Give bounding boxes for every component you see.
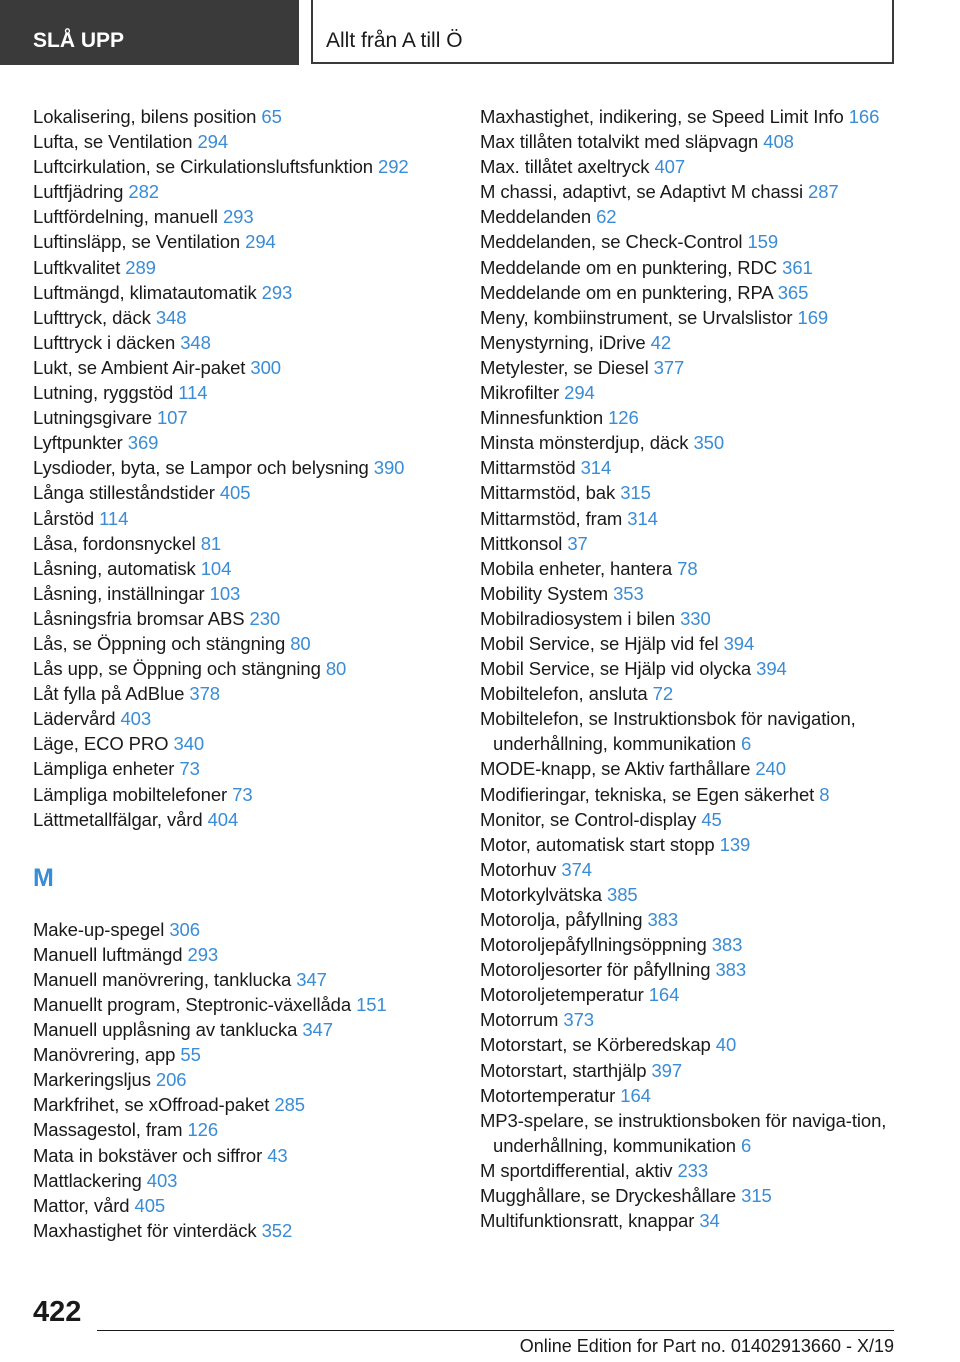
entry-text: Motorstart, starthjälp — [480, 1059, 647, 1081]
index-entry — [33, 154, 453, 179]
index-entry — [480, 581, 900, 606]
page-link[interactable]: 383 — [647, 909, 679, 930]
entry-text: Motor, automatisk start stopp — [480, 833, 715, 855]
entry-text: Lufttryck, däck — [33, 306, 151, 328]
page-link[interactable]: 407 — [654, 156, 686, 178]
entry-text: Menystyrning, iDrive — [480, 331, 646, 353]
entry-text: Meny, kombiinstrument, se Urvalslistor — [480, 306, 793, 328]
page-link[interactable]: 233 — [677, 1159, 709, 1181]
page-number: 422 — [33, 1296, 82, 1328]
index-entry — [33, 606, 453, 631]
entry-text: Låt fylla på AdBlue — [33, 683, 185, 705]
page-link[interactable]: 40 — [715, 1034, 737, 1056]
index-entry — [480, 506, 900, 531]
index-entry — [480, 1208, 900, 1233]
back-tab[interactable]: SLÅ UPP — [0, 0, 299, 65]
index-entry — [33, 455, 453, 480]
entry-text: Meddelande om en punktering, RDC — [480, 256, 778, 278]
entry-text: Max. tillåtet axeltryck — [480, 156, 650, 178]
index-entry — [33, 255, 453, 280]
page-title: Allt från A till Ö — [311, 0, 894, 64]
page-link[interactable]: 365 — [777, 281, 809, 303]
entry-text: Luftkvalitet — [33, 256, 121, 278]
index-entry — [480, 857, 900, 882]
page-link[interactable]: 292 — [378, 156, 409, 178]
index-entry — [33, 917, 453, 942]
index-entry — [480, 380, 900, 405]
page-link[interactable]: 408 — [763, 131, 794, 153]
index-entry — [33, 506, 453, 531]
index-entry — [480, 631, 900, 656]
entry-text: Massagestol, fram — [33, 1119, 183, 1141]
footer-edition: Online Edition for Part no. 01402913660 - X/19 — [519, 1336, 894, 1356]
entry-text: Låsning, automatisk — [33, 557, 196, 579]
page-link[interactable]: 103 — [209, 582, 241, 604]
index-entry — [480, 204, 900, 229]
index-entry — [480, 957, 900, 982]
index-entry — [480, 255, 900, 280]
index-column-left — [33, 104, 453, 1243]
index-entry — [480, 355, 900, 380]
entry-text: Mattor, vård — [33, 1194, 130, 1216]
entry-text: Make-up-spegel — [33, 918, 165, 940]
page-link[interactable]: 294 — [197, 131, 229, 153]
entry-text: Lårstöd — [33, 507, 95, 529]
entry-text: Lämpliga enheter — [33, 758, 175, 780]
entry-text: Mittarmstöd, fram — [480, 507, 623, 529]
page-link[interactable]: 45 — [701, 808, 722, 830]
index-entry — [480, 782, 900, 807]
page-link[interactable]: 361 — [782, 256, 813, 278]
page-link[interactable]: 73 — [232, 783, 253, 805]
entry-text: Mittkonsol — [480, 532, 563, 554]
page-link[interactable]: 43 — [267, 1144, 288, 1166]
page-link[interactable]: 394 — [756, 658, 787, 680]
index-entry — [33, 531, 453, 556]
entry-text: Lås upp, se Öppning och stängning — [33, 658, 321, 680]
page-link[interactable]: 139 — [719, 833, 751, 855]
entry-text: Luftfjädring — [33, 181, 124, 203]
page-link[interactable]: 81 — [200, 532, 222, 554]
index-entry — [33, 807, 453, 832]
page-link[interactable]: 289 — [125, 256, 156, 278]
entry-text: Låsa, fordonsnyckel — [33, 532, 196, 554]
index-list-l — [33, 104, 453, 832]
page-link[interactable]: 126 — [608, 407, 639, 429]
index-entry — [33, 305, 453, 330]
page-link[interactable]: 373 — [563, 1009, 594, 1031]
index-entry — [480, 1032, 900, 1057]
page-link[interactable]: 347 — [296, 968, 327, 990]
entry-text: Mobil Service, se Hjälp vid fel — [480, 632, 719, 654]
page-link[interactable]: 315 — [620, 482, 651, 504]
page-link[interactable]: 315 — [741, 1185, 772, 1207]
entry-text: Manuell luftmängd — [33, 943, 183, 965]
page-link[interactable]: 385 — [607, 883, 638, 905]
index-entry — [33, 992, 453, 1017]
index-entry — [33, 480, 453, 505]
page-link[interactable]: 378 — [189, 683, 220, 705]
page-link[interactable]: 240 — [755, 758, 786, 780]
entry-text: Monitor, se Control-display — [480, 808, 697, 830]
entry-text: Mata in bokstäver och siffror — [33, 1144, 263, 1166]
index-entry — [480, 556, 900, 581]
entry-text: Lädervård — [33, 708, 116, 730]
entry-text: Läge, ECO PRO — [33, 733, 169, 755]
index-entry — [480, 229, 900, 254]
entry-text: MODE-knapp, se Aktiv farthållare — [480, 758, 751, 780]
page-link[interactable]: 294 — [564, 382, 595, 404]
entry-text: Mobil Service, se Hjälp vid olycka — [480, 658, 752, 680]
index-entry — [480, 656, 900, 681]
entry-text: Motorstart, se Körberedskap — [480, 1034, 711, 1056]
entry-text: Mugghållare, se Dryckeshållare — [480, 1185, 737, 1207]
page-link[interactable]: 403 — [120, 708, 152, 730]
page-link[interactable]: 314 — [580, 457, 612, 479]
index-list-m-continued — [480, 104, 900, 1233]
page-link[interactable]: 6 — [741, 1134, 752, 1156]
page-link[interactable]: 348 — [155, 306, 187, 328]
index-entry — [480, 706, 900, 756]
page-link[interactable]: 405 — [134, 1194, 166, 1216]
page-link[interactable]: 350 — [693, 432, 725, 454]
page-link[interactable]: 42 — [650, 331, 672, 353]
index-entry — [480, 1108, 900, 1158]
index-entry — [33, 355, 453, 380]
page-link[interactable]: 159 — [747, 231, 779, 253]
index-entry — [33, 942, 453, 967]
entry-text: Manövrering, app — [33, 1044, 176, 1066]
index-entry — [480, 405, 900, 430]
index-entry — [480, 807, 900, 832]
index-entry — [480, 531, 900, 556]
entry-text: Mittarmstöd — [480, 457, 576, 479]
entry-text: Motorhuv — [480, 858, 557, 880]
page-link[interactable]: 166 — [848, 106, 880, 127]
index-column-right — [480, 104, 900, 1233]
entry-text: Maxhastighet för vinterdäck — [33, 1219, 257, 1241]
page-link[interactable]: 383 — [715, 959, 747, 981]
page-link[interactable]: 300 — [250, 356, 281, 378]
index-entry — [33, 782, 453, 807]
entry-text: Lysdioder, byta, se Lampor och belysning — [33, 457, 369, 479]
page-link[interactable]: 107 — [156, 407, 188, 429]
page-link[interactable]: 72 — [652, 683, 674, 705]
page-link[interactable]: 285 — [274, 1094, 305, 1116]
entry-text: Motorrum — [480, 1009, 559, 1031]
index-entry — [33, 756, 453, 781]
page-link[interactable]: 114 — [178, 382, 208, 404]
page-link[interactable]: 230 — [249, 607, 281, 629]
entry-text: Markfrihet, se xOffroad-paket — [33, 1094, 270, 1116]
index-entry — [480, 305, 900, 330]
index-entry — [33, 104, 453, 129]
page-link[interactable]: 314 — [627, 507, 658, 529]
entry-text: Motortemperatur — [480, 1084, 616, 1106]
index-entry — [33, 229, 453, 254]
index-entry — [33, 179, 453, 204]
index-entry — [480, 129, 900, 154]
index-entry — [480, 1083, 900, 1108]
entry-text: Låsningsfria bromsar ABS — [33, 607, 245, 629]
index-entry — [480, 1158, 900, 1183]
index-entry — [33, 430, 453, 455]
page-link[interactable]: 8 — [819, 783, 830, 805]
index-entry — [480, 330, 900, 355]
page-link[interactable]: 282 — [128, 181, 159, 203]
entry-text: Max tillåten totalvikt med släpvagn — [480, 131, 759, 153]
entry-text: Luftmängd, klimatautomatik — [33, 281, 257, 303]
index-entry — [480, 756, 900, 781]
index-entry — [33, 1067, 453, 1092]
page-link[interactable]: 394 — [723, 632, 755, 654]
entry-text: Mittarmstöd, bak — [480, 482, 616, 504]
index-entry — [480, 430, 900, 455]
entry-text: Lämpliga mobiltelefoner — [33, 783, 228, 805]
page-link[interactable]: 6 — [741, 733, 752, 755]
entry-text: Meddelanden — [480, 206, 592, 228]
entry-text: Motorkylvätska — [480, 883, 602, 905]
index-entry — [480, 480, 900, 505]
page-link[interactable]: 293 — [222, 206, 254, 228]
page-link[interactable]: 352 — [261, 1219, 293, 1241]
entry-text: Långa stilleståndstider — [33, 482, 215, 504]
entry-text: Mobiltelefon, se Instruktionsbok för navigation, underhållning, kommunikation — [480, 708, 856, 755]
page-link[interactable]: 164 — [620, 1084, 651, 1106]
index-entry — [33, 706, 453, 731]
entry-text: Maxhastighet, indikering, se Speed Limit Info — [480, 106, 844, 127]
entry-text: Minnesfunktion — [480, 407, 604, 429]
page-link[interactable]: 293 — [261, 281, 293, 303]
index-entry — [33, 380, 453, 405]
index-entry — [33, 731, 453, 756]
entry-text: Modifieringar, tekniska, se Egen säkerhet — [480, 783, 815, 805]
entry-text: Lyftpunkter — [33, 432, 123, 454]
page-link[interactable]: 287 — [808, 181, 839, 203]
index-entry — [480, 280, 900, 305]
index-entry — [33, 330, 453, 355]
section-heading-m: M — [33, 863, 54, 892]
index-entry — [33, 556, 453, 581]
entry-text: Meddelanden, se Check-Control — [480, 231, 743, 253]
entry-text: Metylester, se Diesel — [480, 356, 649, 378]
entry-text: Mikrofilter — [480, 382, 560, 404]
entry-text: Meddelande om en punktering, RPA — [480, 281, 773, 303]
page-link[interactable]: 206 — [155, 1069, 187, 1091]
entry-text: Mobilradiosystem i bilen — [480, 607, 676, 629]
page-link[interactable]: 377 — [653, 356, 685, 378]
page-link[interactable]: 164 — [648, 984, 680, 1006]
entry-text: Lättmetallfälgar, vård — [33, 808, 203, 830]
entry-text: Lukt, se Ambient Air-paket — [33, 356, 246, 378]
index-entry — [480, 455, 900, 480]
page-link[interactable]: 80 — [325, 658, 347, 680]
index-entry — [33, 1117, 453, 1142]
page-link[interactable]: 73 — [179, 758, 200, 780]
page-link[interactable]: 114 — [99, 507, 129, 529]
footer-divider — [97, 1330, 894, 1331]
entry-text: Lufttryck i däcken — [33, 331, 176, 353]
entry-text: Lutning, ryggstöd — [33, 382, 174, 404]
index-entry — [33, 280, 453, 305]
entry-text: Luftfördelning, manuell — [33, 206, 218, 228]
entry-text: Manuell manövrering, tanklucka — [33, 968, 292, 990]
page-link[interactable]: 405 — [219, 482, 251, 504]
index-entry — [480, 907, 900, 932]
index-entry — [33, 1042, 453, 1067]
index-entry — [480, 832, 900, 857]
page-link[interactable]: 65 — [261, 106, 282, 127]
index-entry — [480, 154, 900, 179]
index-entry — [480, 1058, 900, 1083]
page-link[interactable]: 126 — [187, 1119, 219, 1141]
entry-text: Låsning, inställningar — [33, 582, 205, 604]
page-link[interactable]: 347 — [302, 1019, 333, 1041]
entry-text: Mobility System — [480, 582, 609, 604]
page-link[interactable]: 390 — [373, 457, 405, 479]
index-entry — [33, 204, 453, 229]
index-entry — [33, 1017, 453, 1042]
index-list-m — [33, 917, 453, 1243]
page-link[interactable]: 104 — [200, 557, 232, 579]
entry-text: M chassi, adaptivt, se Adaptivt M chassi — [480, 181, 803, 203]
entry-text: Mobila enheter, hantera — [480, 557, 673, 579]
entry-text: Markeringsljus — [33, 1069, 151, 1091]
entry-text: Lokalisering, bilens position — [33, 106, 257, 127]
page-link[interactable]: 403 — [146, 1169, 178, 1191]
index-entry — [33, 656, 453, 681]
index-entry — [33, 405, 453, 430]
page-link[interactable]: 55 — [180, 1044, 201, 1066]
entry-text: M sportdifferential, aktiv — [480, 1159, 673, 1181]
page-link[interactable]: 306 — [169, 918, 200, 940]
index-entry — [480, 882, 900, 907]
entry-text: Lutningsgivare — [33, 407, 152, 429]
index-entry — [480, 932, 900, 957]
page-link[interactable]: 37 — [567, 532, 588, 554]
index-entry — [480, 1007, 900, 1032]
page-link[interactable]: 151 — [356, 994, 387, 1015]
header — [0, 0, 960, 66]
page-link[interactable]: 369 — [127, 432, 159, 454]
index-entry — [33, 1218, 453, 1243]
page-link[interactable]: 383 — [711, 934, 743, 956]
entry-text: Mobiltelefon, ansluta — [480, 683, 648, 705]
index-entry — [33, 129, 453, 154]
index-entry — [33, 631, 453, 656]
index-entry — [480, 681, 900, 706]
index-entry — [480, 179, 900, 204]
page-link[interactable]: 294 — [245, 231, 276, 253]
index-entry — [33, 1092, 453, 1117]
entry-text: Motoroljetemperatur — [480, 984, 644, 1006]
entry-text: Motorolja, påfyllning — [480, 909, 643, 930]
index-entry — [33, 581, 453, 606]
entry-text: MP3-spelare, se instruktionsboken för naviga‐tion, underhållning, kommunikation — [480, 1109, 887, 1156]
index-entry — [480, 1183, 900, 1208]
page-link[interactable]: 330 — [680, 607, 711, 629]
page-link[interactable]: 293 — [187, 943, 219, 965]
entry-text: Minsta mönsterdjup, däck — [480, 432, 689, 454]
page-link[interactable]: 34 — [699, 1210, 720, 1232]
entry-text: Mattlackering — [33, 1169, 142, 1191]
page-link[interactable]: 78 — [677, 557, 698, 579]
index-entry — [33, 1193, 453, 1218]
index-entry — [480, 104, 900, 129]
page-link[interactable]: 62 — [596, 206, 617, 228]
entry-text: Lås, se Öppning och stängning — [33, 632, 286, 654]
index-entry — [480, 606, 900, 631]
page-link[interactable]: 340 — [173, 733, 205, 755]
entry-text: Manuell upplåsning av tanklucka — [33, 1019, 298, 1041]
entry-text: Luftcirkulation, se Cirkulationsluftsfunktion — [33, 156, 373, 178]
page-link[interactable]: 404 — [207, 808, 239, 830]
page-link[interactable]: 169 — [797, 306, 829, 328]
entry-text: Motoroljepåfyllningsöppning — [480, 934, 707, 956]
page-link[interactable]: 80 — [290, 632, 311, 654]
index-entry — [33, 1168, 453, 1193]
page-link[interactable]: 348 — [180, 331, 211, 353]
entry-text: Luftinsläpp, se Ventilation — [33, 231, 241, 253]
index-entry — [33, 681, 453, 706]
page-link[interactable]: 397 — [651, 1059, 683, 1081]
entry-text: Motoroljesorter för påfyllning — [480, 959, 711, 981]
index-entry — [33, 1143, 453, 1168]
entry-text: Lufta, se Ventilation — [33, 131, 193, 153]
index-entry — [33, 967, 453, 992]
index-entry — [480, 982, 900, 1007]
page-link[interactable]: 353 — [613, 582, 644, 604]
entry-text: Manuellt program, Steptronic-växellåda — [33, 994, 352, 1015]
entry-text: Multifunktionsratt, knappar — [480, 1210, 695, 1232]
page-link[interactable]: 374 — [561, 858, 592, 880]
